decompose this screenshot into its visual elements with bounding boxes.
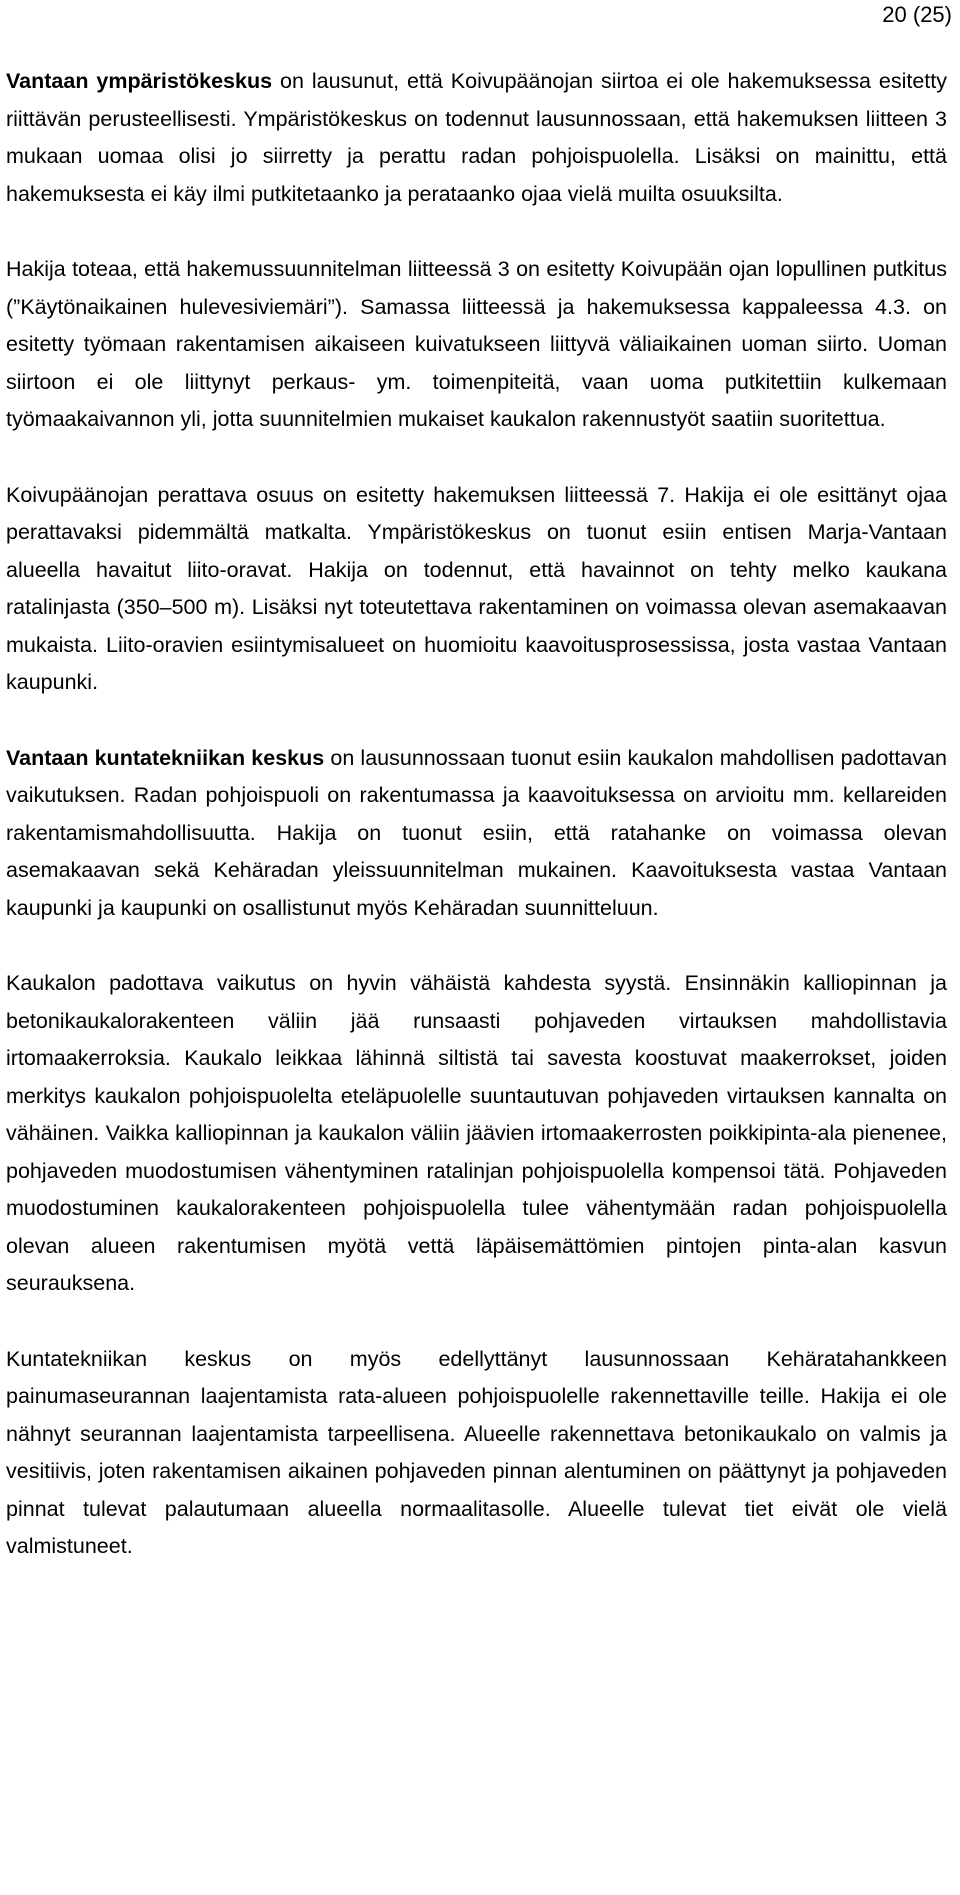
page-number: 20 (25) — [882, 2, 952, 27]
paragraph-heading: Vantaan kuntatekniikan keskus — [6, 745, 325, 770]
paragraph-painumaseuranta — [6, 1341, 947, 1566]
paragraph-text: Kuntatekniikan keskus on myös edellyttänyt lausunnossaan Kehäratahankkeen painumaseurannan laajentamista rata-alueen pohjoispuolelle rakennettaville teille. Hakija ei ole nähnyt seurannan laajentamista tarpeellisena. Alueelle rakennettava betonikaukalo on valmis ja vesitiivis, joten rakentamisen aikainen pohjaveden pinnan alentuminen on päättynyt ja pohjaveden pinnat tulevat palautumaan alueella normaalitasolle. Alueelle tulevat tiet eivät ole vielä valmistuneet. — [6, 1346, 947, 1558]
paragraph-text: on lausunut, että Koivupäänojan siirtoa ei ole hakemuksessa esitetty riittävän perusteellisesti. Ympäristökeskus on todennut lausunnossaan, että hakemuksen liitteen 3 mukaan uomaa olisi jo siirretty ja perattu radan pohjoispuolella. Lisäksi on mainittu, että hakemuksesta ei käy ilmi putkitetaanko ja perataanko ojaa vielä muilta osuuksilta. — [6, 69, 947, 206]
paragraph-kuntatekniikan-keskus — [6, 740, 947, 928]
paragraph-hakija-toteaa — [6, 251, 947, 439]
paragraph-text: Kaukalon padottava vaikutus on hyvin vähäistä kahdesta syystä. Ensinnäkin kalliopinnan ja betonikaukalorakenteen väliin jää runsaasti pohjaveden virtauksen mahdollistavia irtomaakerroksia. Kaukalo leikkaa lähinnä siltistä tai savesta koostuvat maakerrokset, joiden merkitys kaukalon pohjoispuolelta eteläpuolelle suuntautuvan pohjaveden virtauksen kannalta on vähäinen. Vaikka kalliopinnan ja kaukalon väliin jäävien irtomaakerrosten poikkipinta-ala pienenee, pohjaveden muodostumisen vähentyminen ratalinjan pohjoispuolella kompensoi tätä. Pohjaveden muodostuminen kaukalorakenteen pohjoispuolella tulee vähentymään radan pohjoispuolella olevan alueen rakentumisen myötä vettä läpäisemättömien pintojen pinta-alan kasvun seurauksena. — [6, 971, 947, 1295]
paragraph-text: on lausunnossaan tuonut esiin kaukalon mahdollisen padottavan vaikutuksen. Radan pohjoispuoli on rakentumassa ja kaavoituksessa on arvioitu mm. kellareiden rakentamismahdollisuutta. Hakija on tuonut esiin, että ratahanke on voimassa olevan asemakaavan sekä Kehäradan yleissuunnitelman mukainen. Kaavoituksesta vastaa Vantaan kaupunki ja kaupunki on osallistunut myös Kehäradan suunnitteluun. — [6, 745, 947, 920]
paragraph-perattava-osuus — [6, 477, 947, 702]
paragraph-text: Hakija toteaa, että hakemussuunnitelman liitteessä 3 on esitetty Koivupään ojan lopullinen putkitus (”Käytönaikainen hulevesiviemäri”). Samassa liitteessä ja hakemuksessa kappaleessa 4.3. on esitetty työmaan rakentamisen aikaiseen kuivatukseen liittyvä väliaikainen uoman siirto. Uoman siirtoon ei ole liittynyt perkaus- ym. toimenpiteitä, vaan uoma putkitettiin kulkemaan työmaakaivannon yli, jotta suunnitelmien mukaiset kaukalon rakennustyöt saatiin suoritettua. — [6, 257, 947, 431]
paragraph-ymparistokeskus — [6, 63, 947, 213]
paragraph-text: Koivupäänojan perattava osuus on esitetty hakemuksen liitteessä 7. Hakija ei ole esittänyt ojaa perattavaksi pidemmältä matkalta. Ympäristökeskus on tuonut esiin entisen Marja-Vantaan alueella havaitut liito-oravat. Hakija on todennut, että havainnot on tehty melko kaukana ratalinjasta (350–500 m). Lisäksi nyt toteutettava rakentaminen on voimassa olevan asemakaavan mukaista. Liito-oravien esiintymisalueet on huomioitu kaavoitusprosessissa, josta vastaa Vantaan kaupunki. — [6, 482, 947, 694]
paragraph-padottava-vaikutus — [6, 965, 947, 1303]
paragraph-heading: Vantaan ympäristökeskus — [6, 69, 273, 93]
document-body — [6, 63, 947, 1604]
